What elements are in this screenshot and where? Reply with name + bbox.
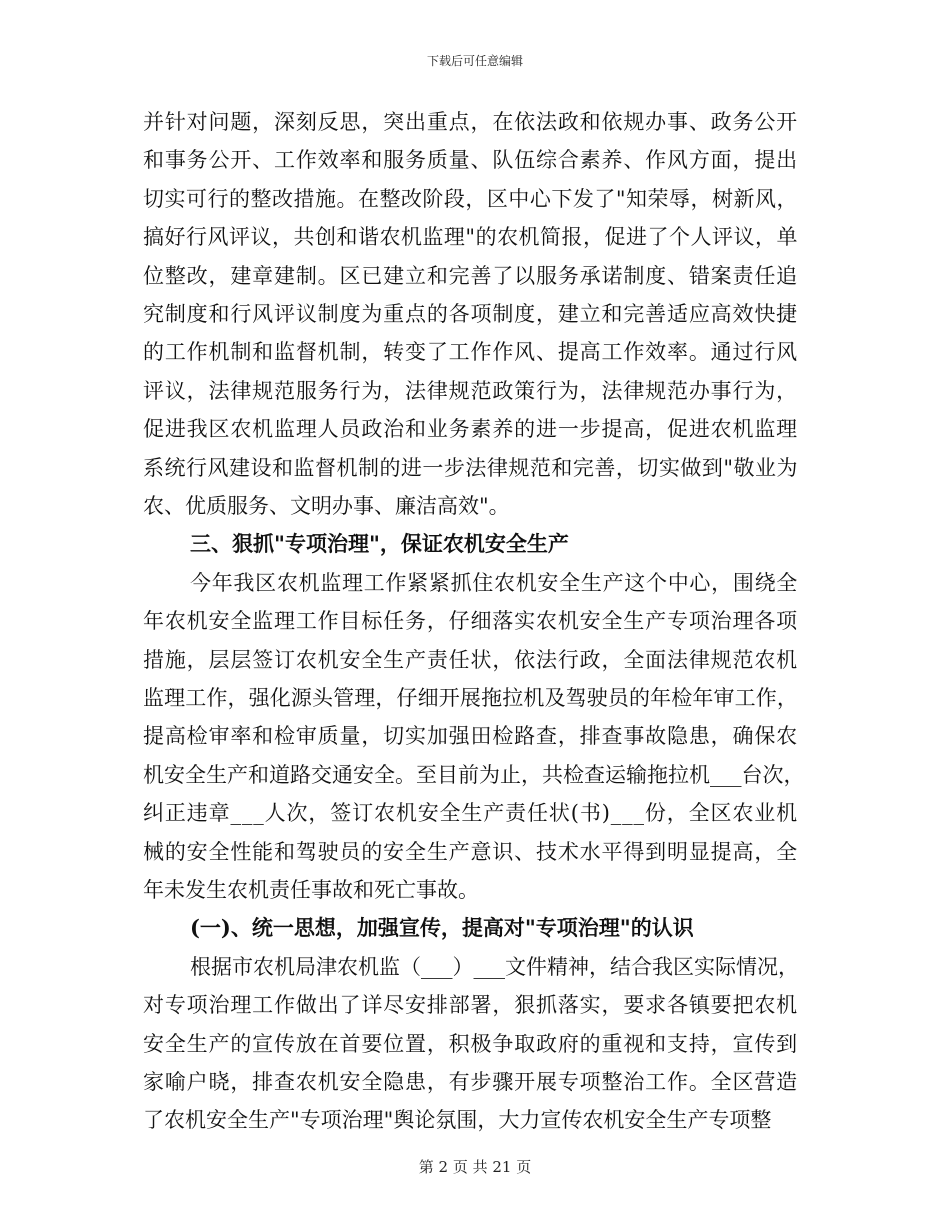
paragraph-line: 械的安全性能和驾驶员的安全生产意识、技术水平得到明显提高，全 [143,840,798,864]
paragraph-line: 措施，层层签订农机安全生产责任状，依法行政，全面法律规范农机 [143,648,798,672]
page-header: 下载后可任意编辑 [426,54,523,68]
paragraph-line: 监理工作，强化源头管理，仔细开展拖拉机及驾驶员的年检年审工作， [143,686,798,710]
section-heading: (一)、统一思想，加强宣传，提高对"专项治理"的认识 [190,915,694,940]
paragraph-line: 了农机安全生产"专项治理"舆论氛围，大力宣传农机安全生产专项整 [143,1108,772,1132]
paragraph-line: 安全生产的宣传放在首要位置，积极争取政府的重视和支持，宣传到 [143,1032,798,1056]
paragraph-line: 的工作机制和监督机制，转变了工作作风、提高工作效率。通过行风 [143,340,798,364]
paragraph-line: 位整改，建章建制。区已建立和完善了以服务承诺制度、错案责任追 [143,264,798,288]
paragraph-line: 机安全生产和道路交通安全。至目前为止，共检查运输拖拉机___台次， [143,763,805,787]
paragraph-line: 切实可行的整改措施。在整改阶段，区中心下发了"知荣辱，树新风， [143,187,798,211]
paragraph-line: 搞好行风评议，共创和谐农机监理"的农机简报，促进了个人评议，单 [143,225,798,249]
paragraph-line: 家喻户晓，排查农机安全隐患，有步骤开展专项整治工作。全区营造 [143,1070,798,1094]
paragraph-line: 今年我区农机监理工作紧紧抓住农机安全生产这个中心，围绕全 [190,571,798,595]
paragraph-line: 评议，法律规范服务行为，法律规范政策行为，法律规范办事行为， [143,379,798,403]
paragraph-line: 提高检审率和检审质量，切实加强田检路查，排查事故隐患，确保农 [143,724,798,748]
page-footer: 第 2 页 共 21 页 [418,1158,532,1176]
section-heading: 三、狠抓"专项治理"，保证农机安全生产 [190,531,569,556]
paragraph-line: 并针对问题，深刻反思，突出重点，在依法政和依规办事、政务公开 [143,110,798,134]
paragraph-line: 根据市农机局津农机监（___）___文件精神，结合我区实际情况， [190,955,799,979]
paragraph-line: 和事务公开、工作效率和服务质量、队伍综合素养、作风方面，提出 [143,148,798,172]
paragraph-line: 农、优质服务、文明办事、廉洁高效"。 [143,494,510,518]
paragraph-line: 对专项治理工作做出了详尽安排部署，狠抓落实，要求各镇要把农机 [143,993,798,1017]
paragraph-line: 年未发生农机责任事故和死亡事故。 [143,878,479,902]
paragraph-line: 纠正违章___人次，签订农机安全生产责任状(书)___份，全区农业机 [143,801,798,825]
paragraph-line: 促进我区农机监理人员政治和业务素养的进一步提高，促进农机监理 [143,417,798,441]
paragraph-line: 年农机安全监理工作目标任务，仔细落实农机安全生产专项治理各项 [143,609,798,633]
paragraph-line: 究制度和行风评议制度为重点的各项制度，建立和完善适应高效快捷 [143,302,798,326]
paragraph-line: 系统行风建设和监督机制的进一步法律规范和完善，切实做到"敬业为 [143,456,798,480]
